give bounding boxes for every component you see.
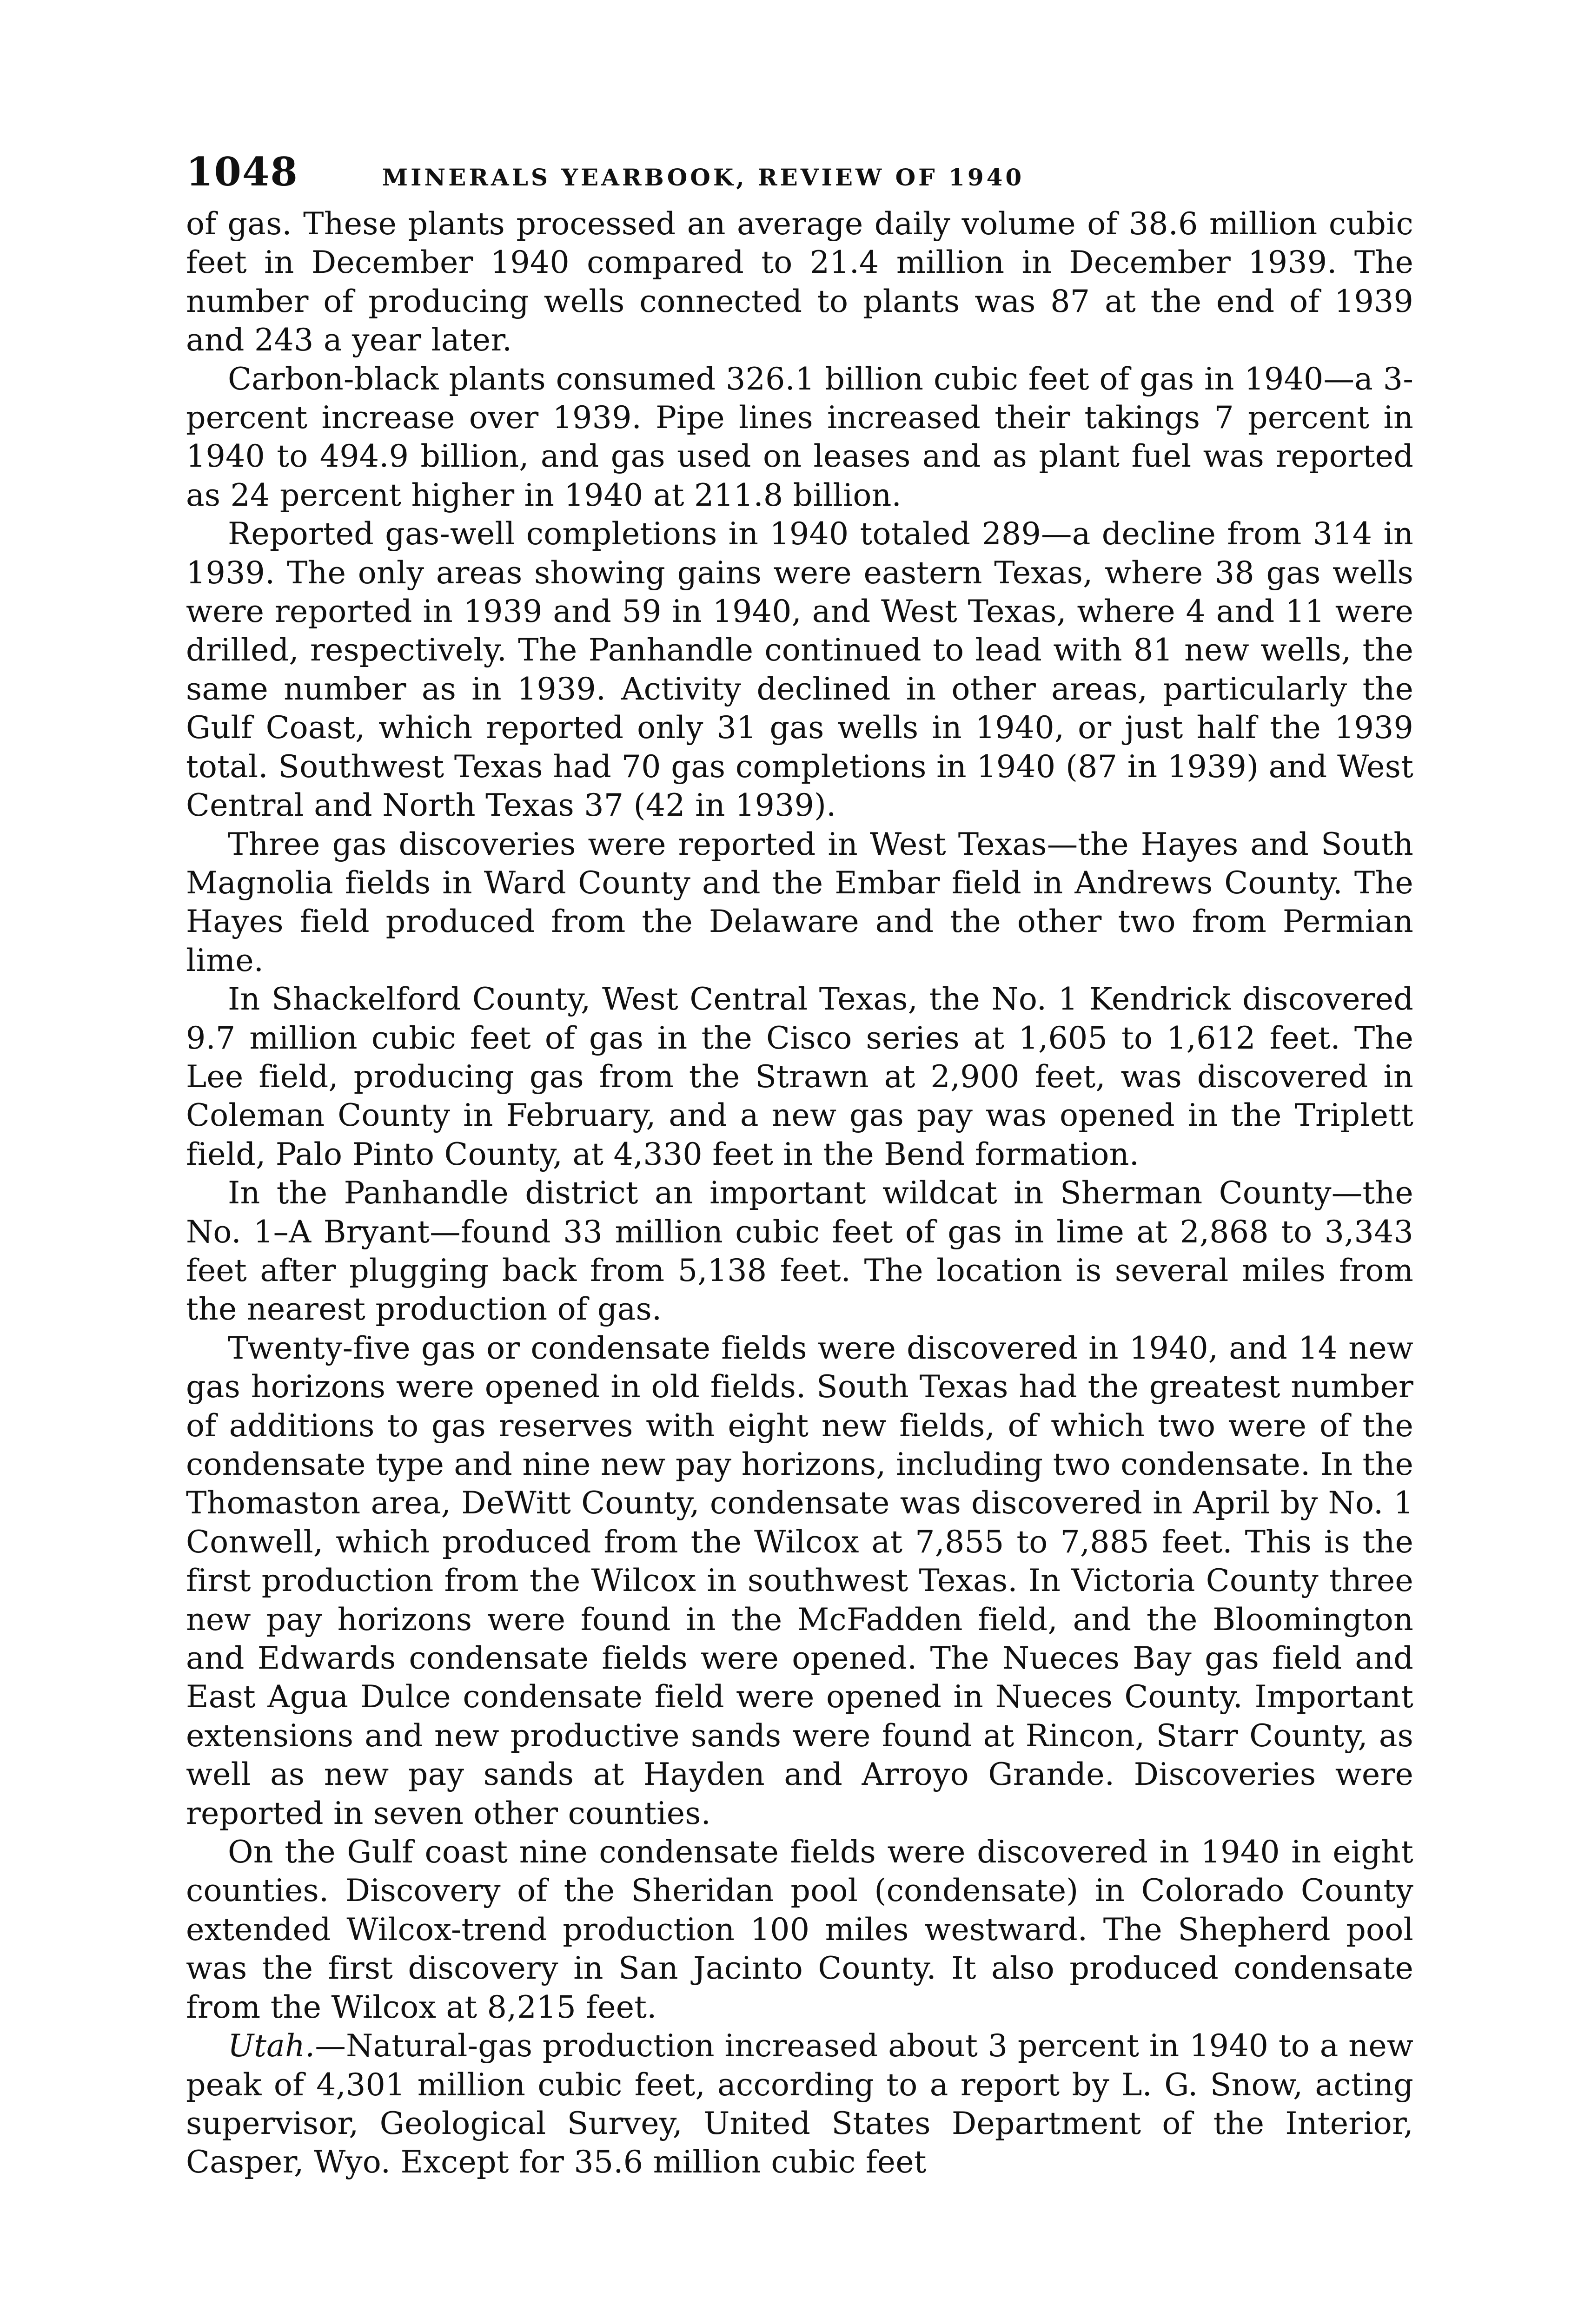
page-number: 1048 <box>186 149 298 195</box>
paragraph-west-texas-discoveries: Three gas discoveries were reported in West Texas—the Hayes and South Magnolia fields in Ward County and the Embar field in Andrews County. The Hayes field produced from the Delaware and the other two from Permian lime. <box>186 825 1413 978</box>
paragraph-panhandle-district: In the Panhandle district an important wildcat in Sherman County—the No. 1–A Bryant—found 33 million cubic feet of gas in lime at 2,868 to 3,343 feet after plugging back from 5,138 feet. The location is several miles from the nearest production of gas. <box>186 1175 1413 1327</box>
page-header <box>186 149 1413 205</box>
utah-lead-in: Utah. <box>228 2027 315 2064</box>
utah-text: —Natural-gas production increased about 3 percent in 1940 to a new peak of 4,301 million cubic feet, according to a report by L. G. Snow, acting supervisor, Geological Survey, United States Department of the Interior, Casper, Wyo. Except for 35.6 million cubic feet <box>186 2027 1413 2180</box>
paragraph-condensate-fields: Twenty-five gas or condensate fields were discovered in 1940, and 14 new gas horizons were opened in old fields. South Texas had the greatest number of additions to gas reserves with eight new fields, of which two were of the condensate type and nine new pay horizons, including two condensate. In the Thomaston area, DeWitt County, condensate was discovered in April by No. 1 Conwell, which produced from the Wilcox at 7,855 to 7,885 feet. This is the first production from the Wilcox in southwest Texas. In Victoria County three new pay horizons were found in the McFadden field, and the Bloomington and Edwards condensate fields were opened. The Nueces Bay gas field and East Agua Dulce condensate field were opened in Nueces County. Important extensions and new productive sands were found at Rincon, Starr County, as well as new pay sands at Hayden and Arroyo Grande. Discoveries were reported in seven other counties. <box>186 1329 1413 1831</box>
paragraph-gas-well-completions: Reported gas-well completions in 1940 totaled 289—a decline from 314 in 1939. The only areas showing gains were eastern Texas, where 38 gas wells were reported in 1939 and 59 in 1940, and West Texas, where 4 and 11 were drilled, respectively. The Panhandle continued to lead with 81 new wells, the same number as in 1939. Activity declined in other areas, particularly the Gulf Coast, which reported only 31 gas wells in 1940, or just half the 1939 total. Southwest Texas had 70 gas completions in 1940 (87 in 1939) and West Central and North Texas 37 (42 in 1939). <box>186 515 1413 824</box>
page <box>186 149 1413 2182</box>
body-text <box>186 205 1413 2182</box>
paragraph-utah <box>186 2027 1413 2182</box>
paragraph-shackelford-county: In Shackelford County, West Central Texas, the No. 1 Kendrick discovered 9.7 million cubic feet of gas in the Cisco series at 1,605 to 1,612 feet. The Lee field, producing gas from the Strawn at 2,900 feet, was discovered in Coleman County in February, and a new gas pay was opened in the Triplett field, Palo Pinto County, at 4,330 feet in the Bend formation. <box>186 981 1413 1172</box>
running-title: MINERALS YEARBOOK, REVIEW OF 1940 <box>382 164 1025 191</box>
paragraph-continued: of gas. These plants processed an average daily volume of 38.6 million cubic feet in December 1940 compared to 21.4 million in December 1939. The number of producing wells connected to plants was 87 at the end of 1939 and 243 a year later. <box>186 205 1413 358</box>
paragraph-gulf-coast: On the Gulf coast nine condensate fields were discovered in 1940 in eight counties. Discovery of the Sheridan pool (condensate) in Colorado County extended Wilcox-trend production 100 miles westward. The Shepherd pool was the first discovery in San Jacinto County. It also produced condensate from the Wilcox at 8,215 feet. <box>186 1834 1413 2025</box>
paragraph-carbon-black: Carbon-black plants consumed 326.1 billion cubic feet of gas in 1940—a 3-percent increase over 1939. Pipe lines increased their takings 7 percent in 1940 to 494.9 billion, and gas used on leases and as plant fuel was reported as 24 percent higher in 1940 at 211.8 billion. <box>186 360 1413 513</box>
